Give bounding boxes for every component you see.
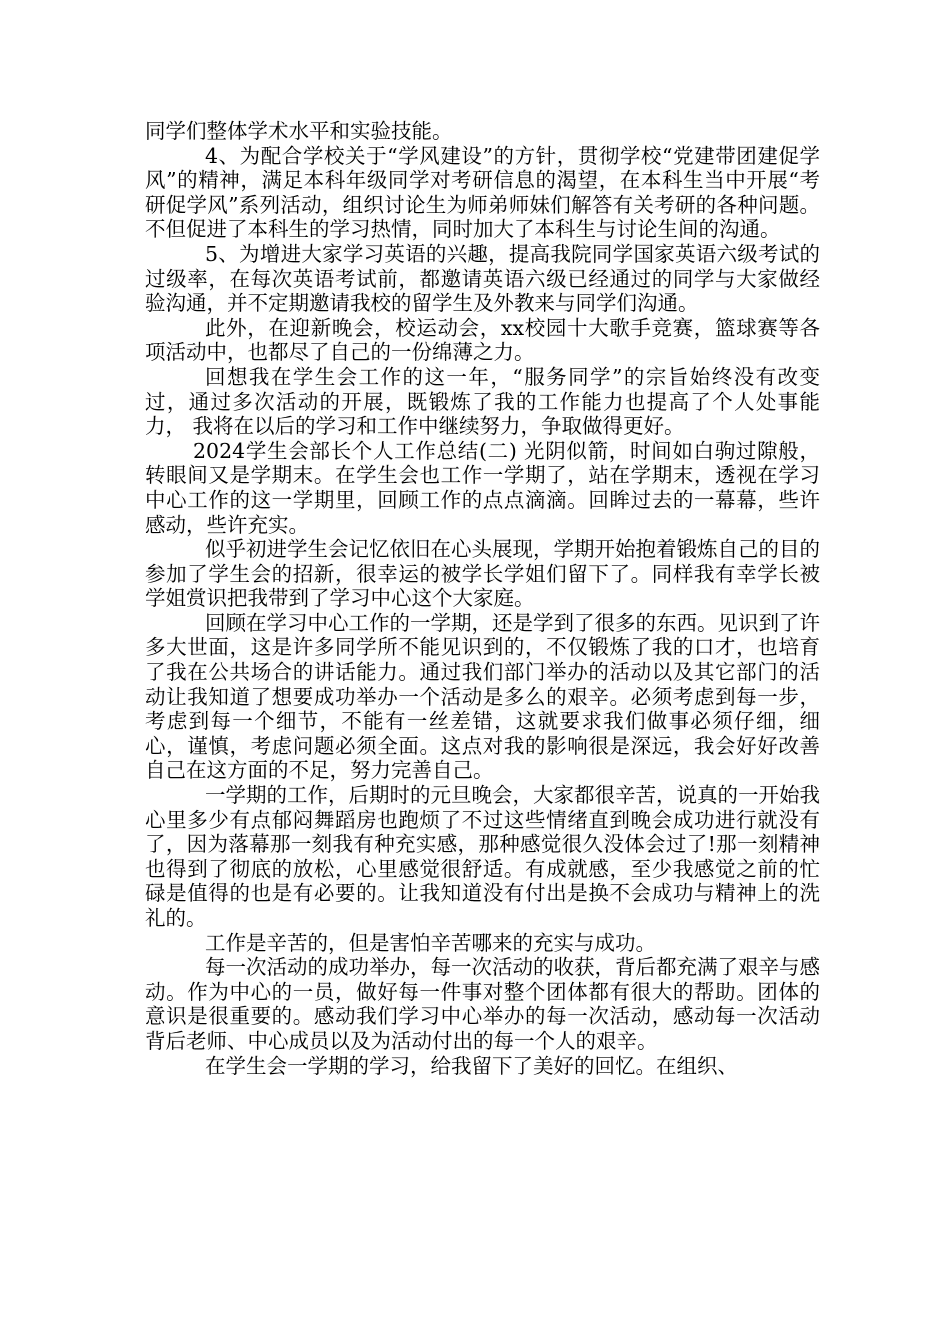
paragraph-summary-two-heading: 2024学生会部长个人工作总结(二) 光阴似箭，时间如白驹过隙般，转眼间又是学期末。在学生会也工作一学期了，站在学期末，透视在学习中心工作的这一学期里，回顾工作的点点滴滴。回眸过去的一幕幕，些许感动，些许充实。 [145,438,820,537]
paragraph-hard-work: 工作是辛苦的，但是害怕辛苦哪来的充实与成功。 [205,930,656,955]
paragraph-reflection: 回想我在学生会工作的这一年，“服务同学”的宗旨始终没有改变过，通过多次活动的开展，既锻炼了我的工作能力也提高了个人处事能力， 我将在以后的学习和工作中继续努力，争取做得更好。 [145,364,820,439]
paragraph-other-activities: 此外，在迎新晚会，校运动会，xx校园十大歌手竞赛，篮球赛等各项活动中，也都尽了自己的一份绵薄之力。 [145,315,820,365]
paragraph-teamwork: 每一次活动的成功举办，每一次活动的收获，背后都充满了艰辛与感动。作为中心的一员，做好每一件事对整个团体都有很大的帮助。团体的意识是很重要的。感动我们学习中心举办的每一次活动，感动每一次活动背后老师、中心成员以及为活动付出的每一个人的艰辛。 [145,955,820,1053]
paragraph-new-year-party: 一学期的工作，后期时的元旦晚会，大家都很辛苦，说真的一开始我心里多少有点郁闷舞蹈房也跑烦了不过这些情绪直到晚会成功进行就没有了，因为落幕那一刻我有种充实感，那种感觉很久没体会过了!那一刻精神也得到了彻底的放松，心里感觉很舒适。有成就感，至少我感觉之前的忙碌是值得的也是有必要的。让我知道没有付出是换不会成功与精神上的洗礼的。 [145,783,820,930]
paragraph-item-4: 4、为配合学校关于“学风建设”的方针，贯彻学校“党建带团建促学风”的精神，满足本科年级同学对考研信息的渴望，在本科生当中开展“考研促学风”系列活动，组织讨论生为师弟师妹们解答有关考研的各种问题。不但促进了本科生的学习热情，同时加大了本科生与讨论生间的沟通。 [145,143,820,242]
document-body [145,119,820,1078]
paragraph-continuation: 同学们整体学术水平和实验技能。 [145,119,453,143]
paragraph-joining: 似乎初进学生会记忆依旧在心头展现，学期开始抱着锻炼自己的目的参加了学生会的招新，很幸运的被学长学姐们留下了。同样我有幸学长被学姐赏识把我带到了学习中心这个大家庭。 [145,537,820,611]
paragraph-review: 回顾在学习中心工作的一学期，还是学到了很多的东西。见识到了许多大世面，这是许多同学所不能见识到的，不仅锻炼了我的口才，也培育了我在公共场合的讲话能力。通过我们部门举办的活动以及其它部门的活动让我知道了想要成功举办一个活动是多么的艰辛。必须考虑到每一步，考虑到每一个细节，不能有一丝差错，这就要求我们做事必须仔细，细心，谨慎，考虑问题必须全面。这点对我的影响很是深远，我会好好改善自己在这方面的不足，努力完善自己。 [145,610,820,783]
paragraph-item-5: 5、为增进大家学习英语的兴趣，提高我院同学国家英语六级考试的过级率，在每次英语考试前，都邀请英语六级已经通过的同学与大家做经验沟通，并不定期邀请我校的留学生及外教来与同学们沟通。 [145,241,820,316]
paragraph-memories: 在学生会一学期的学习，给我留下了美好的回忆。在组织、 [205,1053,738,1078]
